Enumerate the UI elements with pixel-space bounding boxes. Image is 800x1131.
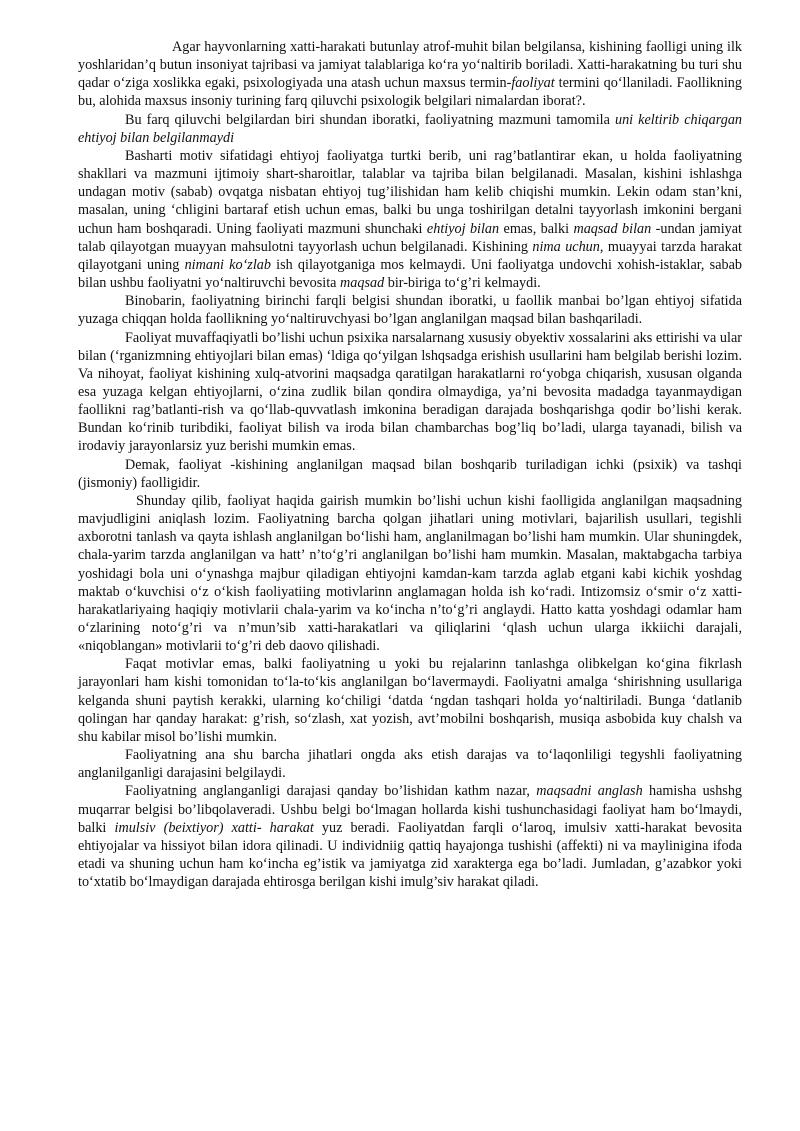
italic-term: nima uchun [532,238,600,255]
text-run: Shunday qilib, faoliyat haqida gairish mumkin bo’lishi uchun kishi faolligida anglanilgan maqsadning mavjudligini aniqlash lozim. Faoliyatning barcha qolgan jihatlari uning motivlari, bajarilish usullari, tegishli axborotni tanlash va qayta ishlash anglanilgan bo‘lishi ham, anglanilmagan bo’lishi ham mumkin. Ular shuningdek, chala-yarim tarzda anglanilgan va hatt’ n’to‘g’ri anglanilgan bo’lishi ham mumkin. Masalan, maktabgacha tarbiya yoshidagi bola uni o‘ynashga majbur qiladigan ehtiyojni kamdan-kam tarzda aglab etgani kabi kichik yoshdag maktab o‘kuvchisi o‘z o‘kish faoliyatiing motivlarinn anglamagan holda ish ko‘radi. Intizomsiz o‘smir o‘z xatti-harakatlariyaing haqiqiy motivlarii chala-yarim va ko‘incha n’to‘g’ri anglaydi. Hatto katta yoshdagi odamlar ham o‘zlarining noto‘g’ri va n’mun’sib xatti-harakatlari va qiliqlarini ‘qlash uchun ularga ikkiichi darajali, «niqoblangan» motivlarii to‘g’ri deb daovo qilishadi. [78,492,742,655]
paragraph [78,38,742,111]
paragraph [78,782,742,891]
text-run: Binobarin, faoliyatning birinchi farqli belgisi shundan iboratki, u faollik manbai bo’lgan ehtiyoj sifatida yuzaga chiqqan holda faollikning yo‘naltiruvchyasi bo’lgan anglanilgan maqsad bilan bashqariladi. [78,293,742,328]
paragraph [78,655,742,746]
italic-term: maqsad bilan [573,220,652,237]
text-run: Bu farq qiluvchi belgilardan biri shundan iboratki, faoliyatning mazmuni tamomila [125,111,615,128]
paragraph [78,111,742,147]
italic-term: nimani ko‘zlab [184,256,271,273]
paragraph [78,329,742,456]
text-run: emas, balki [499,220,574,237]
italic-term: imulsiv (beixtiyor) xatti- harakat [114,819,314,836]
paragraph [78,456,742,492]
italic-term: uni keltirib chiqargan ehtiyoj bilan belgilanmaydi [78,111,742,146]
text-run: -undan jamiyat talab qilayotgan muayyan mahsulotni tayyorlash uchun belgilanadi. Kishining [78,220,742,255]
paragraph [78,492,742,655]
text-run: Faoliyatning anglanganligi darajasi qanday bo’lishidan kathm nazar, [125,783,537,800]
italic-term: maqsad [340,275,385,292]
text-run: Faoliyatning ana shu barcha jihatlari ongda aks etish darajas va to‘laqonliligi tegyshli faoliyatning anglanilganligi darajasini belgilaydi. [78,747,742,782]
italic-term: maqsadni anglash [536,783,643,800]
text-run: Faqat motivlar emas, balki faoliyatning u yoki bu rejalarinn tanlashga olibkelgan ko‘gina fikrlash jarayonlari ham kishi tomonidan to‘la-to‘kis anglanilgan bo‘lavermaydi. Faoliyatni amalga ‘shirishning usullariga kelganda shuni paytish kerakki, ularning ko‘chiligi ‘datda ‘ngdan tashqari holda yo‘naltiriladi. Bunga ‘datlanib qolingan har qanday harakat: g’rish, so‘zlash, xat yozish, avt’mobilni boshqarish, musiqa asbobida kuy chalsh va shu kabilar misol bo’lishi mumkin. [78,656,742,745]
text-run: hamisha ushshg muqarrar belgisi bo’libqolaveradi. Ushbu belgi bo‘lmagan hollarda kishi tushunchasidagi faoliyat ham bo‘lmaydi, balki [78,783,743,836]
text-run: bir-biriga to‘g’ri kelmaydi. [384,275,541,292]
paragraph [78,292,742,328]
paragraph [78,746,742,782]
paragraph [78,147,742,292]
text-run: Demak, faoliyat -kishining anglanilgan maqsad bilan boshqarib turiladigan ichki (psixik) va tashqi (jismoniy) faolligidir. [78,456,742,491]
italic-term: faoliyat [511,75,555,92]
text-run: termini qo‘llaniladi. Faollikning bu, alohida maxsus insoniy turining farq qiluvchi psixologik belgilari nimalardan iborat?. [78,75,742,110]
text-run: yuz beradi. Faoliyatdan farqli o‘laroq, imulsiv xatti-harakat bevosita ehtiyojalar va hissiyot bilan idora qilinadi. U individniig qattiq hayajonga tushishi (affekti) ni va maylinigina ifoda etadi va shuning uchun ham ko‘incha eg’istik va jamiyatga zid xarakterga ega bo’ladi. Jumladan, g’azabkor yoki to‘xtatib bo‘lmaydigan darajada ehtirosga berilgan kishi imulg’siv harakat qiladi. [78,819,742,891]
italic-term: ehtiyoj bilan [426,220,500,237]
document-page [78,38,742,891]
text-run: , muayyai tarzda harakat qilayotgani uning [78,238,742,273]
text-run: Faoliyat muvaffaqiyatli bo’lishi uchun psixika narsalarnang xususiy obyektiv xossalarini aks ettirishi va ular bilan (‘rganizmning ehtiyojlari bilan emas) ‘ldiga qo‘yilgan lshqsadga erishish usullarini ham belgilab berishi lozim. Va nihoyat, faoliyat kishining xulq-atvorini maqsadga qaratilgan harakatlarni ro‘yobga chiqarish, xususan olganda esa yuzaga kelgan ehtiyojlarni, o‘zina zudlik bilan qondira olmaydiga, ya’ni bevosita madadga tayanmaydigan faollikni rag’batlanti-rish va qo‘llab-quvvatlash imkonina beradigan darajada boshqarishga qodir bo’lishi kerak. Bundan ko‘rinib turibdiki, faoliyat bilish va iroda bilan chambarchas bog’liq bo’ladi, ularga tayanadi, bilish va irodaviy jarayonlarsiz yuz berishi mumkin emas. [78,329,742,455]
text-run: ish qilayotganiga mos kelmaydi. Uni faoliyatga undovchi xohish-istaklar, sabab bilan ushbu faoliyatni yo‘naltiruvchi bevosita [78,256,742,292]
text-run: Basharti motiv sifatidagi ehtiyoj faoliyatga turtki berib, uni rag’batlantirar ekan, u holda faoliyatning shakllari va mazmuni ijtimoiy shart-sharoitlar, talablar va tajriba bilan belgilanadi. Masalan, kishini ishlashga undagan motiv (sabab) ovqatga nisbatan ehtiyoj tug’ilishidan ham kelib chiqishi mumkin. Lekin odam stan’kni, masalan, uning ‘chligini bartaraf etish uchun emas, balki bu unga toshirilgan detalni tayyorlash imkonini bergani uchun ham boshqaradi. Uning faoliyati mazmuni shunchaki [78,147,742,237]
text-run: Agar hayvonlarning xatti-harakati butunlay atrof-muhit bilan belgilansa, kishining faolligi uning ilk yoshlaridan’q butun insoniyat tajribasi va jamiyat talablariga ko‘ra yo‘naltirib boriladi. Xatti-harakatning bu turi shu qadar o‘ziga xoslikka egaki, psixologiyada una atash uchun maxsus termin- [78,39,742,92]
